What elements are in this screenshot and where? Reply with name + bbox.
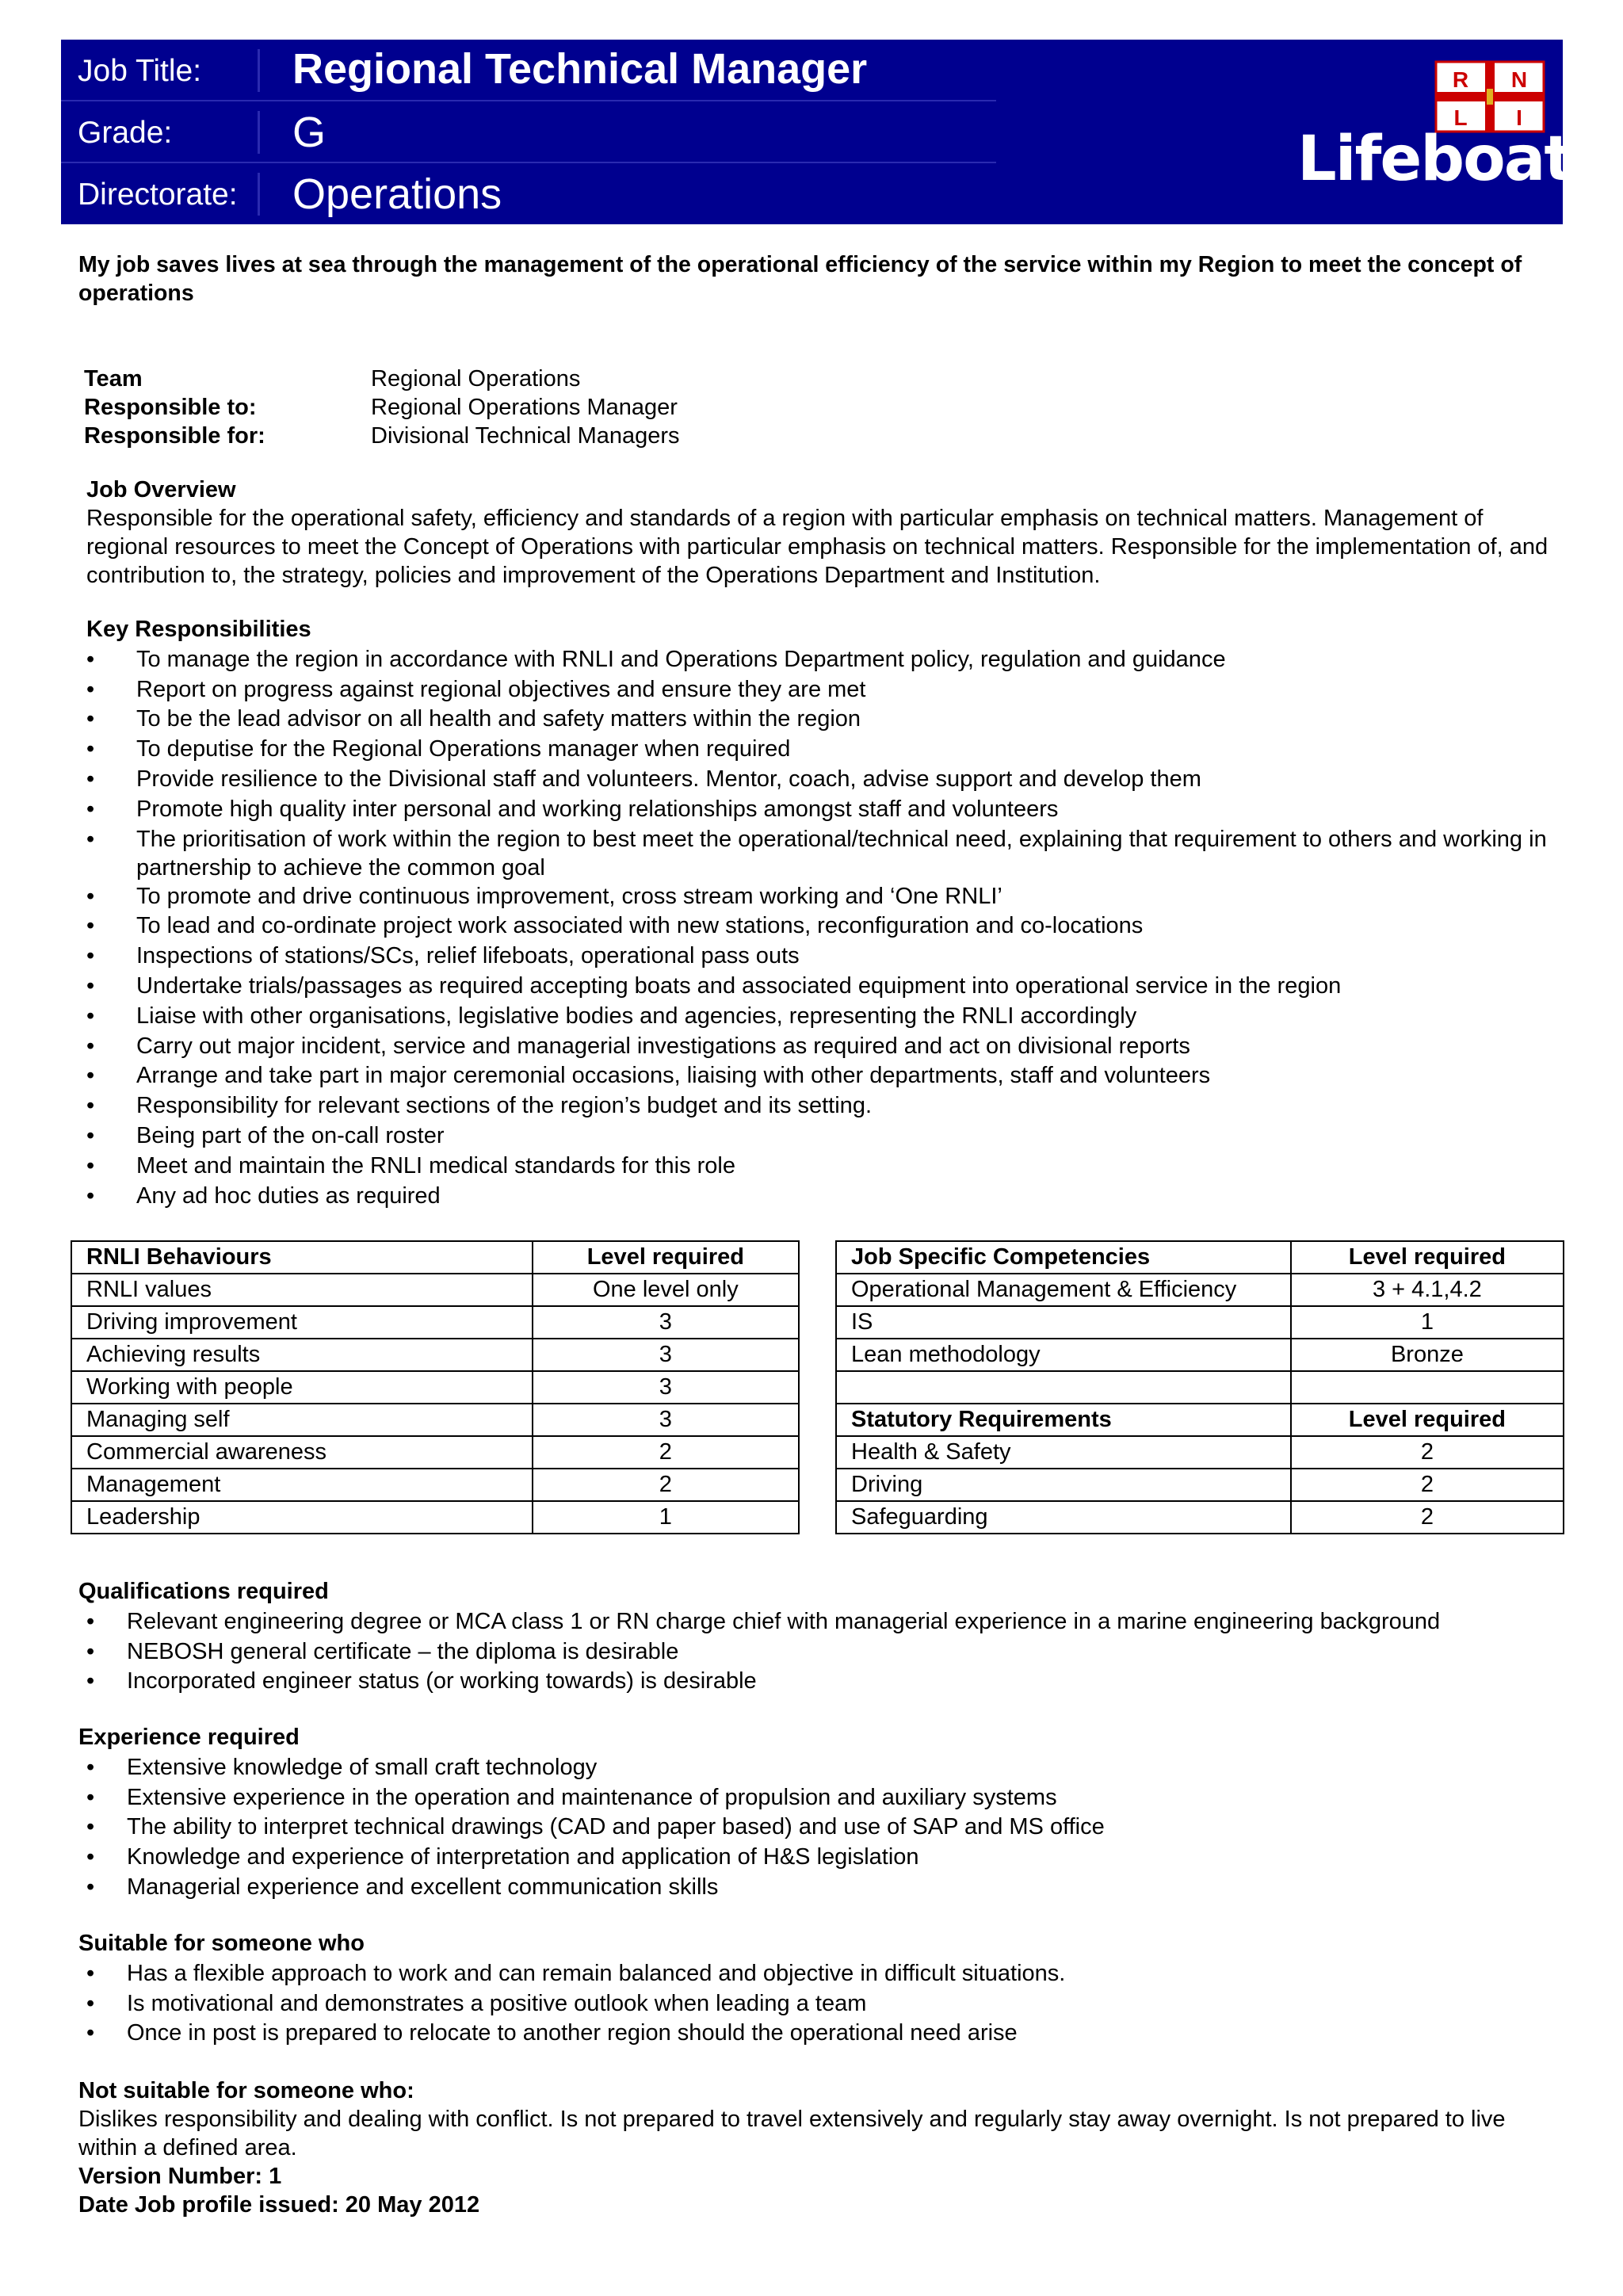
list-item: • Report on progress against regional objectives and ensure they are met [86,675,1560,705]
list-item: • To deputise for the Regional Operations manager when required [86,735,1560,765]
table-cell: 3 [533,1339,799,1371]
table-cell: 3 [533,1371,799,1404]
purpose-statement: My job saves lives at sea through the management of the operational efficiency of the service within my Region to meet the concept of operations [78,252,1522,306]
list-item: • Liaise with other organisations, legislative bodies and agencies, representing the RNLI accordingly [86,1002,1560,1032]
table-header-row [836,1241,1564,1274]
team-label: Team [84,366,143,392]
list-item: • Once in post is prepared to relocate to another region should the operational need arise [78,2019,1568,2049]
grade-label: Grade: [78,116,173,150]
responsible-for-label: Responsible for: [84,423,265,449]
table-row [836,1274,1564,1306]
table-cell: 2 [1291,1436,1564,1469]
version-number: Version Number: 1 [78,2164,282,2189]
suitable-title: Suitable for someone who [78,1931,365,1956]
table-cell: 3 [533,1306,799,1339]
key-responsibilities-title: Key Responsibilities [86,617,311,642]
responsible-for-row [84,422,680,450]
experience-list [78,1753,1568,1903]
table-cell: Driving improvement [71,1306,533,1339]
responsible-to-row [84,393,680,422]
experience-title: Experience required [78,1725,300,1750]
table-row [836,1371,1564,1404]
table-row [836,1501,1564,1534]
list-item: • Responsibility for relevant sections of the region’s budget and its setting. [86,1091,1560,1121]
list-item: • Provide resilience to the Divisional staff and volunteers. Mentor, coach, advise support and develop them [86,765,1560,795]
list-item: • To promote and drive continuous improvement, cross stream working and ‘One RNLI’ [86,882,1560,912]
table-row [71,1339,799,1371]
header-divider [258,173,260,216]
key-responsibilities [86,615,1560,1211]
list-item: • To be the lead advisor on all health and safety matters within the region [86,705,1560,735]
header-divider [258,111,260,154]
suitable-list [78,1959,1568,2049]
table-row [71,1371,799,1404]
header-divider [258,49,260,92]
table-cell: Driving [836,1469,1291,1501]
table-row [71,1274,799,1306]
list-item: • Extensive knowledge of small craft technology [78,1753,1568,1783]
list-item: • Meet and maintain the RNLI medical standards for this role [86,1152,1560,1182]
table-cell: Commercial awareness [71,1436,533,1469]
list-item: • Arrange and take part in major ceremonial occasions, liaising with other departments, staff and volunteers [86,1061,1560,1091]
table-header-cell: RNLI Behaviours [71,1241,533,1274]
directorate-label: Directorate: [78,178,238,212]
list-item: • Any ad hoc duties as required [86,1182,1560,1212]
table-cell: Bronze [1291,1339,1564,1371]
job-overview-text: Responsible for the operational safety, efficiency and standards of a region with particular emphasis on technical matters. Management of regional resources to meet the Concept of Operations with particular emphasis on technical matters. Responsible for the implementation of, and contribution to, the strategy, policies and improvement of the Operations Department and Institution. [86,506,1549,588]
not-suitable-title: Not suitable for someone who: [78,2078,414,2103]
flag-letter-l: L [1453,105,1468,130]
job-overview [86,476,1560,590]
table-cell: Health & Safety [836,1436,1291,1469]
table-cell: 2 [533,1436,799,1469]
list-item: • To lead and co-ordinate project work associated with new stations, reconfiguration and co-locations [86,911,1560,942]
table-cell: 1 [1291,1306,1564,1339]
list-item: • Knowledge and experience of interpretation and application of H&S legislation [78,1843,1568,1873]
table-cell: Achieving results [71,1339,533,1371]
experience-section [78,1723,1568,1903]
job-title-label: Job Title: [78,54,202,88]
table-row [836,1436,1564,1469]
table-row [71,1404,799,1436]
flag-letter-i: I [1516,105,1522,130]
flag-letter-n: N [1510,67,1528,92]
table-cell: Lean methodology [836,1339,1291,1371]
list-item: • Has a flexible approach to work and can remain balanced and objective in difficult situations. [78,1959,1568,1989]
table-cell: 2 [533,1469,799,1501]
job-title-value: Regional Technical Manager [292,45,868,93]
job-header [61,40,1608,224]
list-item: • Inspections of stations/SCs, relief lifeboats, operational pass outs [86,942,1560,972]
table-cell: Operational Management & Efficiency [836,1274,1291,1306]
grade-value: G [292,109,327,156]
behaviours-table [71,1240,800,1534]
list-item: • Being part of the on-call roster [86,1121,1560,1152]
table-header-cell: Statutory Requirements [836,1404,1291,1436]
qualifications-list [78,1607,1568,1697]
table-cell: 3 [533,1404,799,1436]
table-cell: One level only [533,1274,799,1306]
table-cell: IS [836,1306,1291,1339]
table-cell: Managing self [71,1404,533,1436]
suitable-section [78,1929,1568,2049]
list-item: • Is motivational and demonstrates a positive outlook when leading a team [78,1989,1568,2019]
table-cell: 2 [1291,1501,1564,1534]
table-header-cell: Job Specific Competencies [836,1241,1291,1274]
table-row [836,1339,1564,1371]
team-value: Regional Operations [371,366,581,392]
table-cell: Safeguarding [836,1501,1291,1534]
list-item: • Incorporated engineer status (or working towards) is desirable [78,1667,1568,1697]
list-item: • Promote high quality inter personal and working relationships amongst staff and volunteers [86,795,1560,825]
table-header-row [836,1404,1564,1436]
issue-date: Date Job profile issued: 20 May 2012 [78,2192,480,2218]
table-row [71,1306,799,1339]
table-cell: 3 + 4.1,4.2 [1291,1274,1564,1306]
table-cell: 2 [1291,1469,1564,1501]
list-item: • Undertake trials/passages as required accepting boats and associated equipment into operational service in the region [86,972,1560,1002]
directorate-value: Operations [292,170,502,218]
table-header-cell: Level required [1291,1404,1564,1436]
list-item: • The prioritisation of work within the region to best meet the operational/technical need, explaining that requirement to others and working in partnership to achieve the common goal [86,825,1560,882]
table-header-row [71,1241,799,1274]
job-overview-title: Job Overview [86,477,236,502]
reporting-info [84,365,680,450]
list-item: • The ability to interpret technical drawings (CAD and paper based) and use of SAP and MS office [78,1813,1568,1843]
table-row [71,1469,799,1501]
qualifications-title: Qualifications required [78,1579,329,1604]
table-cell: Working with people [71,1371,533,1404]
table-row [71,1436,799,1469]
list-item: • To manage the region in accordance with RNLI and Operations Department policy, regulation and guidance [86,645,1560,675]
list-item: • NEBOSH general certificate – the diploma is desirable [78,1637,1568,1668]
responsible-to-value: Regional Operations Manager [371,395,678,420]
key-responsibilities-list [86,645,1560,1212]
responsible-for-value: Divisional Technical Managers [371,423,680,449]
table-header-cell: Level required [1291,1241,1564,1274]
table-cell: Management [71,1469,533,1501]
qualifications-section [78,1577,1568,1697]
grade-row [61,101,996,163]
flag-letter-r: R [1452,67,1469,92]
table-row [836,1469,1564,1501]
list-item: • Relevant engineering degree or MCA class 1 or RN charge chief with managerial experience in a marine engineering background [78,1607,1568,1637]
not-suitable-section [78,2076,1568,2219]
job-title-row [61,40,996,101]
team-row [84,365,680,393]
list-item: • Carry out major incident, service and managerial investigations as required and act on divisional reports [86,1032,1560,1062]
rnli-flag-icon [1434,60,1545,133]
table-cell: RNLI values [71,1274,533,1306]
directorate-row [61,163,996,225]
list-item: • Extensive experience in the operation and maintenance of propulsion and auxiliary systems [78,1783,1568,1813]
responsible-to-label: Responsible to: [84,395,257,420]
list-item: • Managerial experience and excellent communication skills [78,1873,1568,1903]
table-cell [836,1371,1291,1404]
table-header-cell: Level required [533,1241,799,1274]
lifeboats-logo-text: Lifeboats [1297,124,1608,195]
table-row [836,1306,1564,1339]
table-row [71,1501,799,1534]
not-suitable-text: Dislikes responsibility and dealing with conflict. Is not prepared to travel extensively and regularly stay away overnight. Is not prepared to live within a defined area. [78,2107,1506,2160]
table-cell: Leadership [71,1501,533,1534]
table-cell [1291,1371,1564,1404]
table-cell: 1 [533,1501,799,1534]
competencies-table [835,1240,1564,1534]
